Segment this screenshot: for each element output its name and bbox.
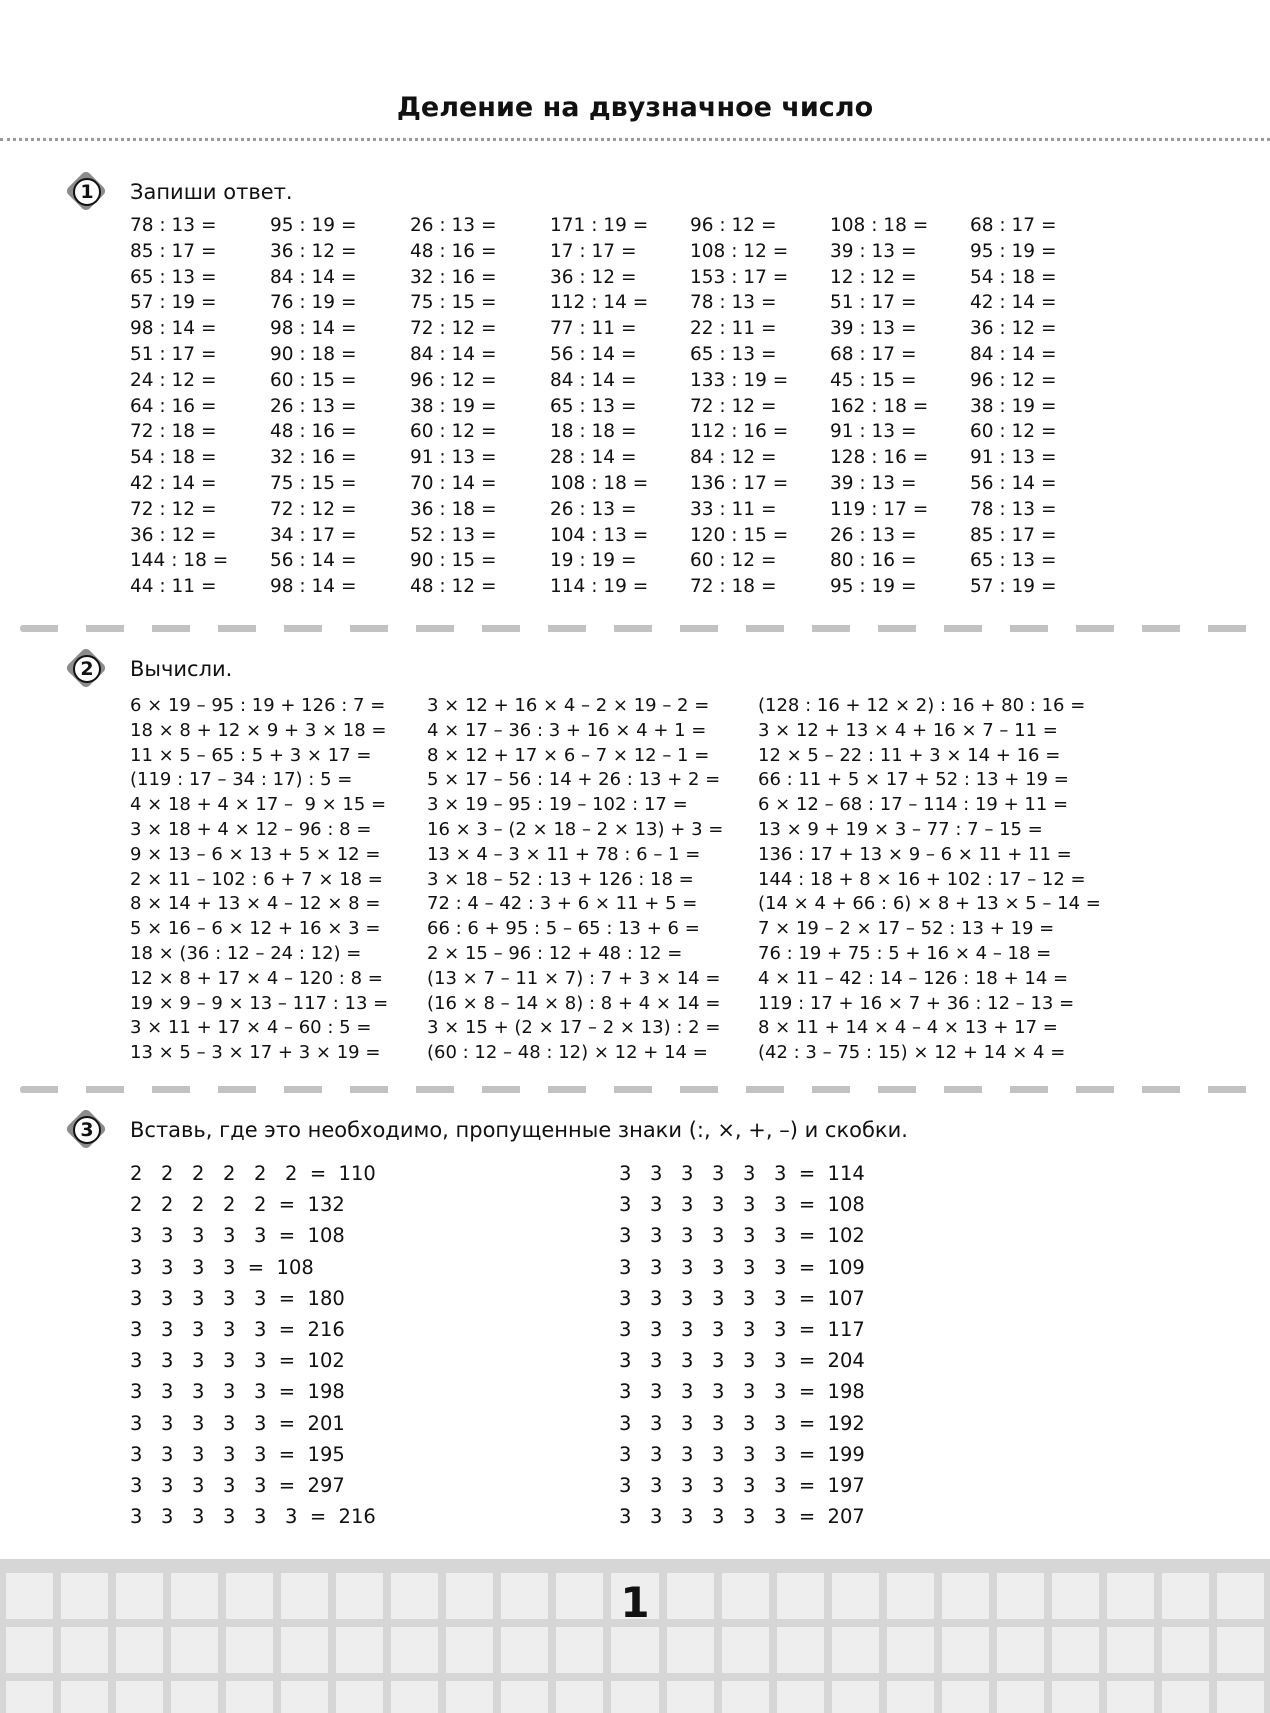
grid-square — [336, 1627, 383, 1673]
exercise-item: 114 : 19 = — [550, 576, 649, 598]
exercise-item: 3 3 3 3 3 3 = 107 — [619, 1286, 865, 1310]
exercise-item: 108 : 18 = — [830, 215, 929, 236]
task-3-exercises — [130, 1158, 1108, 1532]
exercise-item: 5 × 16 – 6 × 12 + 16 × 3 = — [130, 918, 381, 940]
exercise-item: 36 : 18 = — [410, 498, 497, 520]
exercise-item: 65 : 13 = — [970, 550, 1057, 572]
exercise-item: 70 : 14 = — [410, 472, 497, 494]
exercise-item: 2 2 2 2 2 2 = 110 — [130, 1162, 376, 1185]
exercise-item: 95 : 19 = — [830, 576, 917, 598]
grid-square — [667, 1627, 714, 1673]
exercise-item: 3 3 3 3 3 3 = 198 — [619, 1380, 865, 1404]
exercise-item: 72 : 18 = — [130, 421, 217, 443]
grid-square — [6, 1681, 53, 1713]
exercise-item: 22 : 11 = — [690, 318, 777, 340]
grid-square — [777, 1681, 824, 1713]
exercise-item: 9 × 13 – 6 × 13 + 5 × 12 = — [130, 843, 381, 865]
exercise-item: 54 : 18 = — [970, 266, 1057, 288]
exercise-item: 144 : 18 + 8 × 16 + 102 : 17 – 12 = — [758, 868, 1086, 890]
grid-square — [1217, 1681, 1264, 1713]
exercise-item: 72 : 12 = — [130, 498, 217, 520]
exercise-item: 26 : 13 = — [410, 215, 497, 236]
exercise-item: 38 : 19 = — [970, 395, 1057, 417]
exercise-item: 91 : 13 = — [410, 447, 497, 469]
grid-square — [667, 1681, 714, 1713]
exercise-item: 39 : 13 = — [830, 318, 917, 340]
exercise-item: 3 3 3 3 3 3 = 204 — [619, 1349, 865, 1373]
task-3-instruction: Вставь, где это необходимо, пропущенные знаки (:, ×, +, –) и скобки. — [130, 1118, 908, 1142]
exercise-item: (119 : 17 – 34 : 17) : 5 = — [130, 769, 353, 791]
grid-square — [6, 1627, 53, 1673]
grid-square — [722, 1627, 769, 1673]
page-title: Деление на двузначное число — [396, 92, 874, 123]
exercise-item: 44 : 11 = — [130, 576, 217, 598]
exercise-item: 56 : 14 = — [270, 550, 357, 572]
grid-square — [281, 1627, 328, 1673]
exercise-item: 8 × 11 + 14 × 4 – 4 × 13 + 17 = — [758, 1017, 1058, 1039]
exercise-item: 2 2 2 2 2 = 132 — [130, 1193, 345, 1217]
exercise-item: 13 × 9 + 19 × 3 – 77 : 7 – 15 = — [758, 818, 1043, 840]
grid-square — [336, 1681, 383, 1713]
grid-square — [391, 1627, 438, 1673]
exercise-item: 95 : 19 = — [270, 215, 357, 236]
exercise-item: (14 × 4 + 66 : 6) × 8 + 13 × 5 – 14 = — [758, 893, 1101, 915]
exercise-item: 52 : 13 = — [410, 524, 497, 546]
task-2-number: 2 — [80, 658, 94, 680]
exercise-item: 3 3 3 3 3 = 216 — [130, 1317, 345, 1341]
exercise-item: 45 : 15 = — [830, 369, 917, 391]
exercise-item: 12 : 12 = — [830, 266, 917, 288]
grid-square — [1107, 1681, 1154, 1713]
exercise-item: 84 : 14 = — [270, 266, 357, 288]
task-1-instruction: Запиши ответ. — [130, 180, 293, 204]
grid-square — [832, 1681, 879, 1713]
exercise-item: 57 : 19 = — [970, 576, 1057, 598]
section-divider-2 — [20, 1086, 1255, 1093]
exercise-item: 136 : 17 + 13 × 9 – 6 × 11 + 11 = — [758, 843, 1072, 865]
exercise-item: 91 : 13 = — [830, 421, 917, 443]
exercise-column — [130, 1158, 619, 1532]
exercise-item: 72 : 18 = — [690, 576, 777, 598]
grid-square — [1162, 1681, 1209, 1713]
exercise-item: 3 3 3 3 3 = 102 — [130, 1349, 345, 1373]
task-2-exercises — [130, 694, 1101, 1066]
grid-square — [556, 1681, 603, 1713]
exercise-item: 119 : 17 = — [830, 498, 929, 520]
grid-square — [942, 1681, 989, 1713]
exercise-item: 3 3 3 3 3 3 = 114 — [619, 1162, 865, 1185]
exercise-item: 36 : 12 = — [270, 240, 357, 262]
grid-square — [1052, 1627, 1099, 1673]
grid-square — [722, 1681, 769, 1713]
exercise-item: 3 × 19 – 95 : 19 – 102 : 17 = — [427, 794, 688, 816]
exercise-item: 12 × 8 + 17 × 4 – 120 : 8 = — [130, 967, 383, 989]
exercise-item: 96 : 12 = — [690, 215, 777, 236]
exercise-column — [130, 694, 427, 1066]
exercise-item: 3 3 3 3 3 3 = 197 — [619, 1473, 865, 1497]
exercise-item: 33 : 11 = — [690, 498, 777, 520]
exercise-item: 84 : 14 = — [970, 343, 1057, 365]
exercise-item: 80 : 16 = — [830, 550, 917, 572]
exercise-item: 36 : 12 = — [550, 266, 637, 288]
exercise-column — [758, 694, 1101, 1066]
grid-square — [1162, 1627, 1209, 1673]
exercise-item: 2 × 11 – 102 : 6 + 7 × 18 = — [130, 868, 383, 890]
exercise-item: 3 3 3 3 3 = 108 — [130, 1224, 345, 1248]
task-1-number: 1 — [80, 181, 94, 203]
exercise-item: 136 : 17 = — [690, 472, 789, 494]
exercise-item: 26 : 13 = — [270, 395, 357, 417]
exercise-item: 78 : 13 = — [690, 292, 777, 314]
exercise-item: 3 × 12 + 13 × 4 + 16 × 7 – 11 = — [758, 719, 1058, 741]
exercise-item: 56 : 14 = — [970, 472, 1057, 494]
exercise-item: 3 3 3 3 3 3 = 192 — [619, 1411, 865, 1435]
exercise-item: 171 : 19 = — [550, 215, 649, 236]
exercise-item: 3 × 12 + 16 × 4 – 2 × 19 – 2 = — [427, 695, 710, 716]
exercise-item: 4 × 11 – 42 : 14 – 126 : 18 + 14 = — [758, 967, 1069, 989]
exercise-item: 90 : 15 = — [410, 550, 497, 572]
exercise-item: 17 : 17 = — [550, 240, 637, 262]
exercise-item: 48 : 16 = — [270, 421, 357, 443]
grid-square — [171, 1627, 218, 1673]
exercise-item: 56 : 14 = — [550, 343, 637, 365]
exercise-item: 24 : 12 = — [130, 369, 217, 391]
exercise-item: (128 : 16 + 12 × 2) : 16 + 80 : 16 = — [758, 695, 1086, 716]
exercise-item: 54 : 18 = — [130, 447, 217, 469]
exercise-item: 3 3 3 3 3 = 195 — [130, 1442, 345, 1466]
grid-square — [61, 1627, 108, 1673]
exercise-item: 8 × 14 + 13 × 4 – 12 × 8 = — [130, 893, 381, 915]
exercise-item: 42 : 14 = — [130, 472, 217, 494]
exercise-item: 3 3 3 3 3 3 = 108 — [619, 1193, 865, 1217]
exercise-item: 84 : 14 = — [410, 343, 497, 365]
title-divider — [0, 138, 1270, 141]
exercise-item: 3 3 3 3 3 = 201 — [130, 1411, 345, 1435]
grid-square — [887, 1681, 934, 1713]
grid-square — [1052, 1681, 1099, 1713]
exercise-item: 120 : 15 = — [690, 524, 789, 546]
grid-square — [1107, 1627, 1154, 1673]
grid-square — [611, 1627, 658, 1673]
grid-square — [1217, 1627, 1264, 1673]
exercise-column — [550, 213, 690, 600]
exercise-item: 78 : 13 = — [130, 215, 217, 236]
exercise-item: 11 × 5 – 65 : 5 + 3 × 17 = — [130, 744, 372, 766]
exercise-item: 3 3 3 3 3 3 = 109 — [619, 1255, 865, 1279]
exercise-item: 3 3 3 3 3 3 = 117 — [619, 1317, 865, 1341]
exercise-item: 68 : 17 = — [830, 343, 917, 365]
exercise-item: (42 : 3 – 75 : 15) × 12 + 14 × 4 = — [758, 1042, 1066, 1064]
exercise-item: 3 × 15 + (2 × 17 – 2 × 13) : 2 = — [427, 1017, 721, 1039]
exercise-item: (13 × 7 – 11 × 7) : 7 + 3 × 14 = — [427, 967, 721, 989]
grid-square — [171, 1681, 218, 1713]
exercise-item: 65 : 13 = — [130, 266, 217, 288]
exercise-column — [427, 694, 758, 1066]
exercise-item: 65 : 13 = — [550, 395, 637, 417]
exercise-item: 90 : 18 = — [270, 343, 357, 365]
grid-square — [997, 1681, 1044, 1713]
exercise-item: 68 : 17 = — [970, 215, 1057, 236]
grid-square — [942, 1627, 989, 1673]
exercise-item: 51 : 17 = — [130, 343, 217, 365]
exercise-column — [690, 213, 830, 600]
grid-square — [446, 1627, 493, 1673]
exercise-item: 77 : 11 = — [550, 318, 637, 340]
task-2-instruction: Вычисли. — [130, 657, 233, 681]
page-number: 1 — [620, 1578, 650, 1627]
exercise-item: 72 : 12 = — [690, 395, 777, 417]
exercise-item: 3 3 3 3 3 3 = 199 — [619, 1442, 865, 1466]
exercise-item: 60 : 12 = — [410, 421, 497, 443]
exercise-item: 64 : 16 = — [130, 395, 217, 417]
exercise-item: 48 : 16 = — [410, 240, 497, 262]
exercise-item: 85 : 17 = — [970, 524, 1057, 546]
exercise-item: 75 : 15 = — [270, 472, 357, 494]
exercise-item: 65 : 13 = — [690, 343, 777, 365]
exercise-item: 72 : 12 = — [270, 498, 357, 520]
exercise-item: 32 : 16 = — [270, 447, 357, 469]
exercise-item: 119 : 17 + 16 × 7 + 36 : 12 – 13 = — [758, 992, 1075, 1014]
exercise-item: 18 × 8 + 12 × 9 + 3 × 18 = — [130, 719, 387, 741]
exercise-item: 60 : 15 = — [270, 369, 357, 391]
exercise-item: 3 3 3 3 = 108 — [130, 1255, 314, 1279]
exercise-item: 39 : 13 = — [830, 472, 917, 494]
exercise-item: 3 3 3 3 3 = 198 — [130, 1380, 345, 1404]
task-1-exercises — [130, 213, 1110, 600]
exercise-item: 13 × 5 – 3 × 17 + 3 × 19 = — [130, 1042, 381, 1064]
exercise-item: 3 × 18 + 4 × 12 – 96 : 8 = — [130, 818, 372, 840]
task-3-number: 3 — [80, 1119, 94, 1141]
grid-square — [446, 1681, 493, 1713]
grid-square — [226, 1627, 273, 1673]
exercise-item: 96 : 12 = — [410, 369, 497, 391]
exercise-item: 3 3 3 3 3 = 180 — [130, 1286, 345, 1310]
exercise-item: 133 : 19 = — [690, 369, 789, 391]
exercise-item: 13 × 4 – 3 × 11 + 78 : 6 – 1 = — [427, 843, 701, 865]
exercise-item: 6 × 12 – 68 : 17 – 114 : 19 + 11 = — [758, 794, 1069, 816]
exercise-item: 112 : 16 = — [690, 421, 789, 443]
exercise-item: 32 : 16 = — [410, 266, 497, 288]
exercise-item: 16 × 3 – (2 × 18 – 2 × 13) + 3 = — [427, 818, 724, 840]
exercise-item: 76 : 19 + 75 : 5 + 16 × 4 – 18 = — [758, 942, 1052, 964]
exercise-item: 108 : 12 = — [690, 240, 789, 262]
exercise-item: 38 : 19 = — [410, 395, 497, 417]
exercise-item: 98 : 14 = — [270, 576, 357, 598]
exercise-item: 72 : 12 = — [410, 318, 497, 340]
exercise-item: 95 : 19 = — [970, 240, 1057, 262]
exercise-item: 18 : 18 = — [550, 421, 637, 443]
exercise-item: 104 : 13 = — [550, 524, 649, 546]
task-3-badge — [68, 1111, 106, 1149]
exercise-item: 153 : 17 = — [690, 266, 789, 288]
exercise-item: 85 : 17 = — [130, 240, 217, 262]
exercise-item: 76 : 19 = — [270, 292, 357, 314]
exercise-item: 78 : 13 = — [970, 498, 1057, 520]
exercise-item: 6 × 19 – 95 : 19 + 126 : 7 = — [130, 695, 386, 716]
exercise-item: 5 × 17 – 56 : 14 + 26 : 13 + 2 = — [427, 769, 721, 791]
exercise-item: 91 : 13 = — [970, 447, 1057, 469]
grid-square — [61, 1681, 108, 1713]
exercise-column — [130, 213, 270, 600]
exercise-item: 3 × 11 + 17 × 4 – 60 : 5 = — [130, 1017, 372, 1039]
exercise-item: 19 × 9 – 9 × 13 – 117 : 13 = — [130, 992, 389, 1014]
task-2-badge — [68, 650, 106, 688]
exercise-item: 98 : 14 = — [130, 318, 217, 340]
exercise-item: 108 : 18 = — [550, 472, 649, 494]
exercise-item: 18 × (36 : 12 – 24 : 12) = — [130, 942, 362, 964]
exercise-item: 128 : 16 = — [830, 447, 929, 469]
exercise-item: 112 : 14 = — [550, 292, 649, 314]
exercise-item: 96 : 12 = — [970, 369, 1057, 391]
exercise-item: 72 : 4 – 42 : 3 + 6 × 11 + 5 = — [427, 893, 698, 915]
grid-square — [556, 1627, 603, 1673]
exercise-item: (16 × 8 – 14 × 8) : 8 + 4 × 14 = — [427, 992, 721, 1014]
grid-square — [832, 1627, 879, 1673]
exercise-item: 84 : 12 = — [690, 447, 777, 469]
exercise-item: 26 : 13 = — [550, 498, 637, 520]
exercise-item: 162 : 18 = — [830, 395, 929, 417]
exercise-item: 66 : 6 + 95 : 5 – 65 : 13 + 6 = — [427, 918, 700, 940]
grid-square — [501, 1627, 548, 1673]
grid-square — [391, 1681, 438, 1713]
exercise-item: 12 × 5 – 22 : 11 + 3 × 14 + 16 = — [758, 744, 1061, 766]
exercise-column — [270, 213, 410, 600]
exercise-item: 2 × 15 – 96 : 12 + 48 : 12 = — [427, 942, 683, 964]
exercise-item: 3 × 18 – 52 : 13 + 126 : 18 = — [427, 868, 694, 890]
grid-square — [116, 1627, 163, 1673]
exercise-column — [410, 213, 550, 600]
exercise-item: 60 : 12 = — [970, 421, 1057, 443]
exercise-item: 66 : 11 + 5 × 17 + 52 : 13 + 19 = — [758, 769, 1069, 791]
grid-square — [997, 1627, 1044, 1673]
task-1-badge — [68, 173, 106, 211]
exercise-item: 3 3 3 3 3 3 = 207 — [619, 1505, 865, 1529]
exercise-item: 42 : 14 = — [970, 292, 1057, 314]
exercise-item: 4 × 18 + 4 × 17 – 9 × 15 = — [130, 794, 387, 816]
grid-square — [777, 1627, 824, 1673]
exercise-item: 34 : 17 = — [270, 524, 357, 546]
exercise-item: 39 : 13 = — [830, 240, 917, 262]
exercise-column — [970, 213, 1110, 600]
exercise-item: 8 × 12 + 17 × 6 – 7 × 12 – 1 = — [427, 744, 710, 766]
grid-square — [226, 1681, 273, 1713]
exercise-item: 144 : 18 = — [130, 550, 229, 572]
exercise-column — [830, 213, 970, 600]
exercise-item: 57 : 19 = — [130, 292, 217, 314]
exercise-item: 48 : 12 = — [410, 576, 497, 598]
grid-square — [281, 1681, 328, 1713]
exercise-item: 3 3 3 3 3 = 297 — [130, 1473, 345, 1497]
exercise-item: 51 : 17 = — [830, 292, 917, 314]
exercise-item: 60 : 12 = — [690, 550, 777, 572]
exercise-column — [619, 1158, 1108, 1532]
section-divider-1 — [20, 625, 1255, 632]
exercise-item: 28 : 14 = — [550, 447, 637, 469]
exercise-item: 3 3 3 3 3 3 = 216 — [130, 1505, 376, 1529]
grid-square — [501, 1681, 548, 1713]
exercise-item: 26 : 13 = — [830, 524, 917, 546]
exercise-item: 98 : 14 = — [270, 318, 357, 340]
grid-square — [887, 1627, 934, 1673]
exercise-item: 4 × 17 – 36 : 3 + 16 × 4 + 1 = — [427, 719, 707, 741]
exercise-item: 3 3 3 3 3 3 = 102 — [619, 1224, 865, 1248]
exercise-item: 19 : 19 = — [550, 550, 637, 572]
exercise-item: (60 : 12 – 48 : 12) × 12 + 14 = — [427, 1042, 708, 1064]
exercise-item: 36 : 12 = — [130, 524, 217, 546]
grid-square — [116, 1681, 163, 1713]
exercise-item: 84 : 14 = — [550, 369, 637, 391]
exercise-item: 7 × 19 – 2 × 17 – 52 : 13 + 19 = — [758, 918, 1055, 940]
exercise-item: 36 : 12 = — [970, 318, 1057, 340]
exercise-item: 75 : 15 = — [410, 292, 497, 314]
grid-square — [611, 1681, 658, 1713]
